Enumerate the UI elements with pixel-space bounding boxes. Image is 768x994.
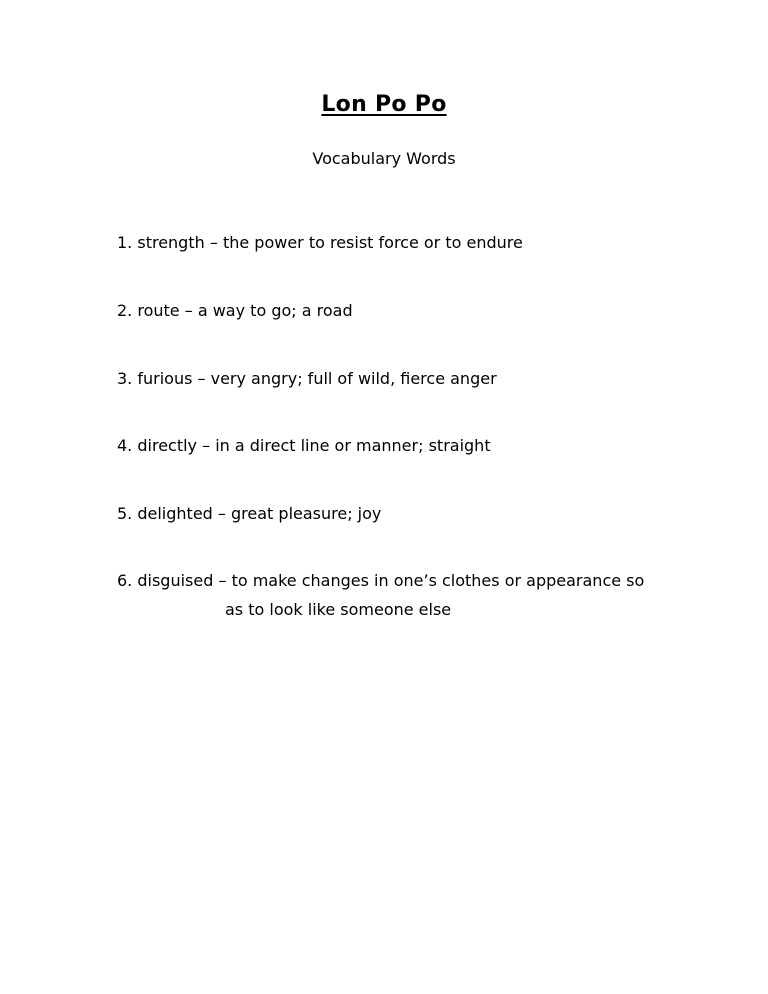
vocab-item (117, 298, 737, 324)
vocab-item (117, 366, 737, 392)
dash-separator: – (217, 504, 226, 523)
vocab-item (117, 433, 737, 459)
page-title: Lon Po Po (321, 92, 447, 117)
dash-separator: – (184, 301, 193, 320)
vocab-definition: very angry; full of wild, fierce anger (210, 369, 497, 388)
page-subtitle: Vocabulary Words (312, 149, 456, 168)
vocab-item (117, 568, 737, 594)
vocab-word: strength (137, 233, 205, 252)
vocab-definition: in a direct line or manner; straight (215, 436, 491, 455)
vocab-word: directly (137, 436, 198, 455)
vocab-word: disguised (137, 571, 214, 590)
item-number: 3. (117, 369, 133, 388)
item-number: 6. (117, 571, 133, 590)
vocab-item (117, 501, 737, 527)
vocab-item (117, 230, 737, 256)
item-number: 2. (117, 301, 133, 320)
vocab-word: furious (137, 369, 193, 388)
item-number: 5. (117, 504, 133, 523)
vocab-definition: to make changes in one’s clothes or appearance so (231, 571, 645, 590)
dash-separator: – (202, 436, 211, 455)
dash-separator: – (209, 233, 218, 252)
vocab-definition: the power to resist force or to endure (222, 233, 523, 252)
vocab-definition: great pleasure; joy (231, 504, 382, 523)
dash-separator: – (218, 571, 227, 590)
dash-separator: – (197, 369, 206, 388)
item-number: 1. (117, 233, 133, 252)
vocab-definition-continuation: as to look like someone else (225, 600, 452, 619)
item-number: 4. (117, 436, 133, 455)
vocab-word: route (137, 301, 180, 320)
vocab-definition: a way to go; a road (197, 301, 353, 320)
vocab-word: delighted (137, 504, 213, 523)
